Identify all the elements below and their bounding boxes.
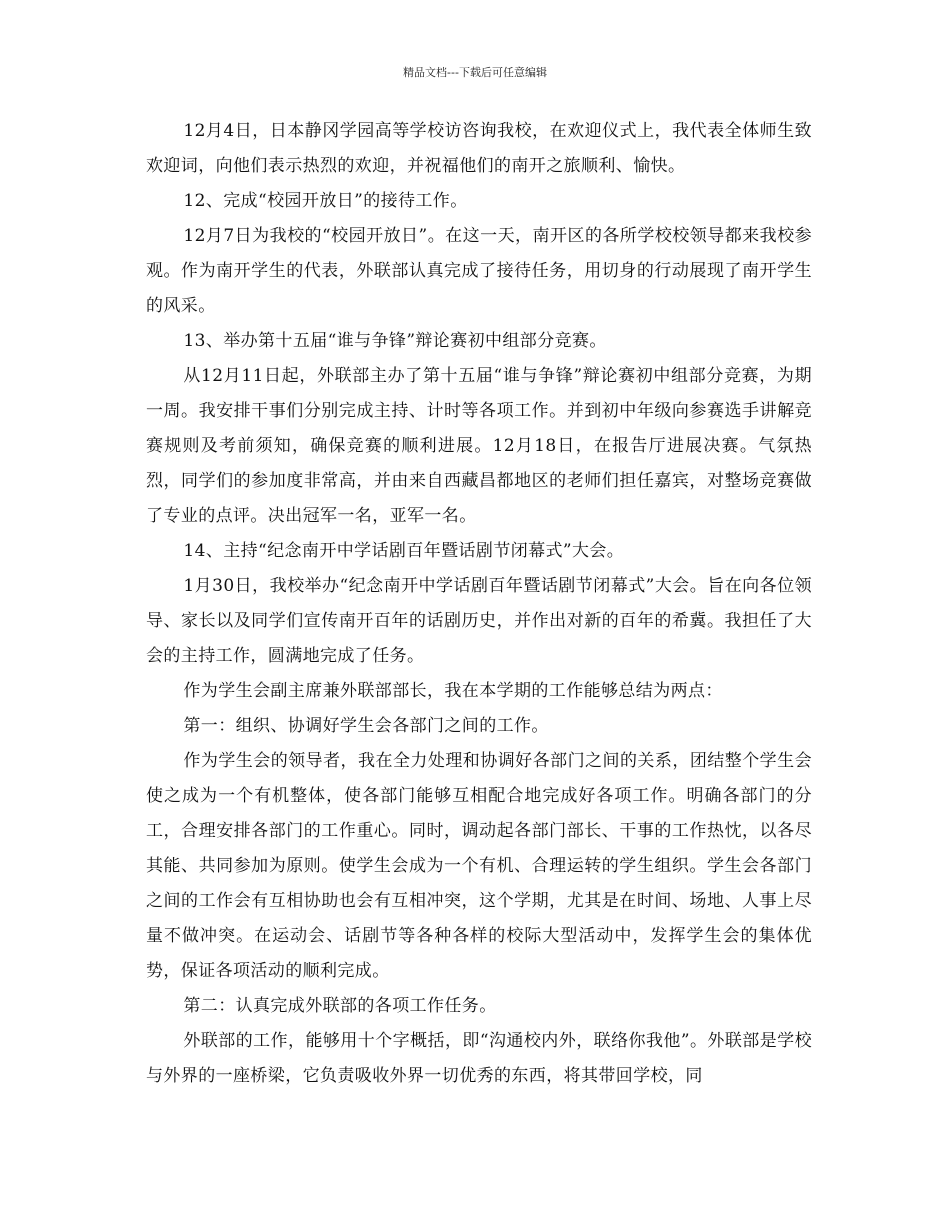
paragraph-coordination: 作为学生会的领导者，我在全力处理和协调好各部门之间的关系，团结整个学生会使之成为一个有机整体，使各部门能够互相配合地完成好各项工作。明确各部门的分工，合理安排各部门的工作重心。同时，调动起各部门部长、干事的工作热忱，以各尽其能、共同参加为原则。使学生会成为一个有机、合理运转的学生组织。学生会各部门之间的工作会有互相协助也会有互相冲突，这个学期，尤其是在时间、场地、人事上尽量不做冲突。在运动会、话剧节等各种各样的校际大型活动中，发挥学生会的集体优势，保证各项活动的顺利完成。 <box>146 751 812 981</box>
paragraph-drama-centenary: 1月30日，我校举办“纪念南开中学话剧百年暨话剧节闭幕式”大会。旨在向各位领导、家长以及同学们宣传南开百年的话剧历史，并作出对新的百年的希冀。我担任了大会的主持工作，圆满地完成了任务。 <box>146 576 812 666</box>
paragraph-external-liaison: 外联部的工作，能够用十个字概括，即“沟通校内外，联络你我他”。外联部是学校与外界的一座桥梁，它负责吸收外界一切优秀的东西，将其带回学校，同 <box>146 1031 812 1086</box>
paragraph-debate: 从12月11日起，外联部主办了第十五届“谁与争锋”辩论赛初中组部分竞赛，为期一周。我安排干事们分别完成主持、计时等各项工作。并到初中年级向参赛选手讲解竞赛规则及考前须知，确保竞赛的顺利进展。12月18日，在报告厅进展决赛。气氛热烈，同学们的参加度非常高，并由来自西藏昌都地区的老师们担任嘉宾，对整场竞赛做了专业的点评。决出冠军一名，亚军一名。 <box>146 366 812 526</box>
paragraph-summary-intro: 作为学生会副主席兼外联部部长，我在本学期的工作能够总结为两点： <box>183 681 723 701</box>
paragraph-open-day: 12月7日为我校的“校园开放日”。在这一天，南开区的各所学校校领导都来我校参观。作为南开学生的代表，外联部认真完成了接待任务，用切身的行动展现了南开学生的风采。 <box>146 226 812 316</box>
paragraph-heading-12: 12、完成“校园开放日”的接待工作。 <box>183 191 468 211</box>
document-body <box>146 114 812 1094</box>
paragraph-heading-14: 14、主持“纪念南开中学话剧百年暨话剧节闭幕式”大会。 <box>183 541 625 561</box>
paragraph-point-one: 第一：组织、协调好学生会各部门之间的工作。 <box>183 716 549 736</box>
page-header: 精品文档---下载后可任意编辑 <box>403 66 547 79</box>
paragraph-point-two: 第二：认真完成外联部的各项工作任务。 <box>183 996 497 1016</box>
paragraph-visit-welcome: 12月4日，日本静冈学园高等学校访咨询我校，在欢迎仪式上，我代表全体师生致欢迎词，向他们表示热烈的欢迎，并祝福他们的南开之旅顺利、愉快。 <box>146 121 812 176</box>
paragraph-heading-13: 13、举办第十五届“谁与争锋”辩论赛初中组部分竞赛。 <box>183 331 607 351</box>
